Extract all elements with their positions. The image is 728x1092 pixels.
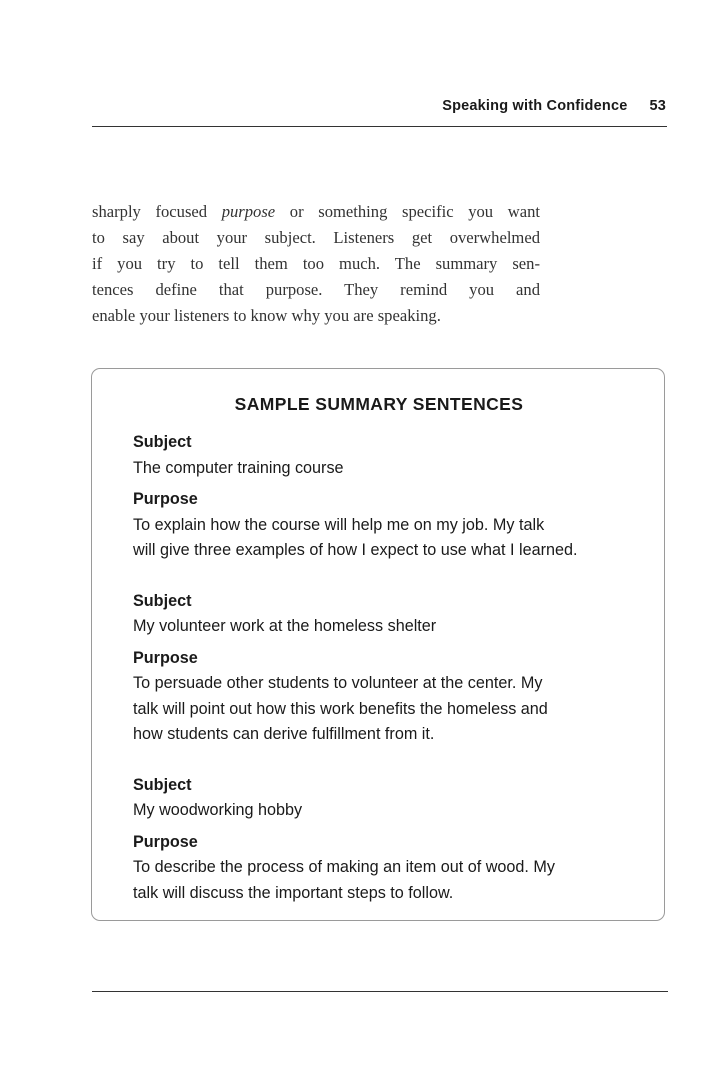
sample-entry — [133, 430, 633, 564]
body-paragraph — [92, 199, 540, 329]
subject-label: Subject — [133, 433, 192, 451]
purpose-label: Purpose — [133, 648, 198, 667]
body-line: to say about your subject. Listeners get overwhelmed — [92, 228, 540, 247]
subject-text: The computer training course — [133, 458, 344, 477]
body-line: tences define that purpose. They remind you and — [92, 280, 540, 299]
sample-entry — [133, 773, 633, 907]
subject-text: My woodworking hobby — [133, 801, 303, 819]
body-text-span: sharply focused — [92, 202, 222, 221]
body-line — [92, 199, 540, 225]
header-rule — [92, 126, 667, 127]
purpose-label: Purpose — [133, 832, 198, 851]
running-header — [0, 98, 666, 114]
footer-rule — [92, 991, 668, 992]
page-number: 53 — [649, 98, 666, 114]
purpose-line: To describe the process of making an item out of wood. My — [133, 858, 555, 876]
body-line: enable your listeners to know why you are speaking. — [92, 306, 441, 325]
sample-entry — [133, 589, 633, 748]
purpose-line: To explain how the course will help me on my job. My talk — [133, 515, 545, 534]
body-text-span: or something specific you want — [275, 202, 540, 221]
box-title: SAMPLE SUMMARY SENTENCES — [234, 394, 524, 414]
purpose-line: To persuade other students to volunteer at the center. My — [133, 674, 543, 692]
purpose-line: how students can derive fulfillment from it. — [133, 725, 435, 743]
body-line: if you try to tell them too much. The summary sen- — [92, 254, 540, 273]
sample-entries — [133, 430, 633, 931]
subject-label: Subject — [133, 591, 192, 610]
running-title: Speaking with Confidence — [442, 98, 628, 114]
purpose-line: talk will discuss the important steps to follow. — [133, 883, 454, 902]
subject-label: Subject — [133, 775, 192, 794]
subject-text: My volunteer work at the homeless shelter — [133, 617, 437, 635]
purpose-line: talk will point out how this work benefits the homeless and — [133, 699, 548, 718]
purpose-line: will give three examples of how I expect to use what I learned. — [133, 541, 578, 559]
purpose-label: Purpose — [133, 490, 198, 508]
emphasis-purpose: purpose — [221, 202, 276, 221]
